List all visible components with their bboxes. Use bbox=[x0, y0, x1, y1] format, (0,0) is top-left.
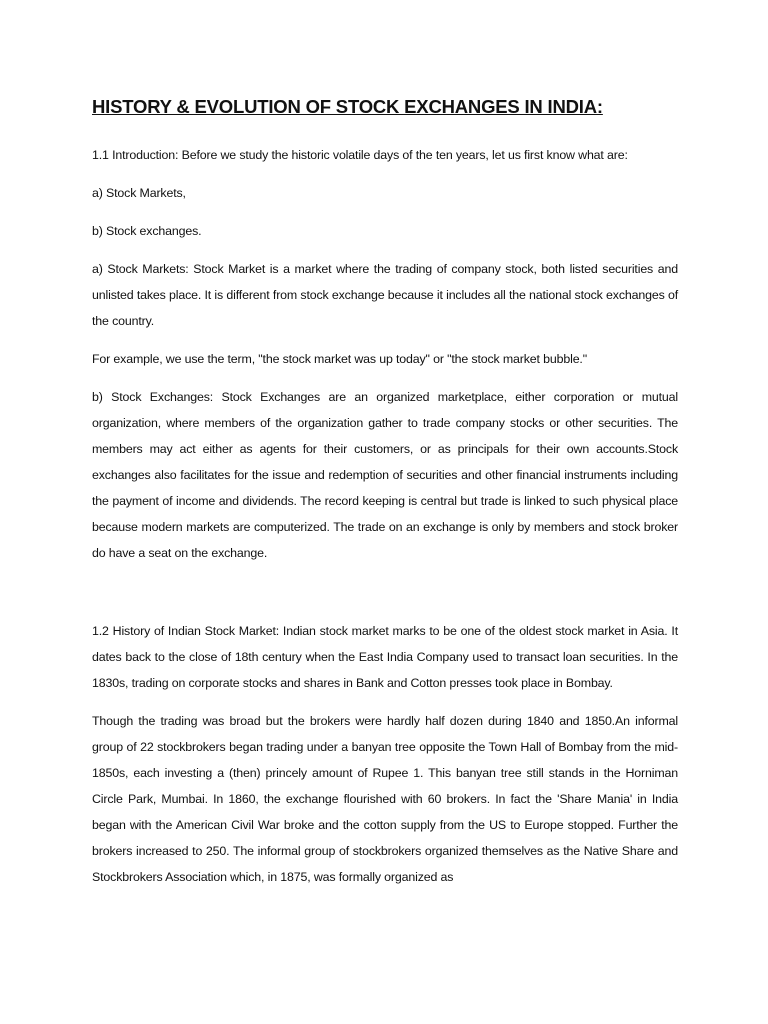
list-item-stock-exchanges: b) Stock exchanges. bbox=[92, 224, 202, 238]
intro-paragraph: 1.1 Introduction: Before we study the historic volatile days of the ten years, let us first know what are: bbox=[92, 148, 628, 162]
stock-exchanges-definition: b) Stock Exchanges: Stock Exchanges are an organized marketplace, either corporation or mutual organization, where members of the organization gather to trade company stocks or other securities. The members may act either as agents for their customers, or as principals for their own accounts.Stock exchanges also facilitates for the issue and redemption of securities and other financial instruments including the payment of income and dividends. The record keeping is central but trade is linked to such physical place because modern markets are computerized. The trade on an exchange is only by members and stock broker do have a seat on the exchange. bbox=[92, 390, 678, 560]
history-intro-paragraph: 1.2 History of Indian Stock Market: Indian stock market marks to be one of the oldest stock market in Asia. It dates back to the close of 18th century when the East India Company used to transact loan securities. In the 1830s, trading on corporate stocks and shares in Bank and Cotton presses took place in Bombay. bbox=[92, 624, 678, 690]
example-paragraph: For example, we use the term, "the stock market was up today" or "the stock market bubble." bbox=[92, 352, 587, 366]
stock-markets-definition: a) Stock Markets: Stock Market is a market where the trading of company stock, both listed securities and unlisted takes place. It is different from stock exchange because it includes all the national stock exchanges of the country. bbox=[92, 262, 678, 328]
history-detail-paragraph: Though the trading was broad but the brokers were hardly half dozen during 1840 and 1850.An informal group of 22 stockbrokers began trading under a banyan tree opposite the Town Hall of Bombay from the mid-1850s, each investing a (then) princely amount of Rupee 1. This banyan tree still stands in the Horniman Circle Park, Mumbai. In 1860, the exchange flourished with 60 brokers. In fact the 'Share Mania' in India began with the American Civil War broke and the cotton supply from the US to Europe stopped. Further the brokers increased to 250. The informal group of stockbrokers organized themselves as the Native Share and Stockbrokers Association which, in 1875, was formally organized as bbox=[92, 714, 678, 884]
document-title: HISTORY & EVOLUTION OF STOCK EXCHANGES IN INDIA: bbox=[92, 96, 603, 117]
document-page bbox=[92, 94, 678, 902]
list-item-stock-markets: a) Stock Markets, bbox=[92, 186, 186, 200]
